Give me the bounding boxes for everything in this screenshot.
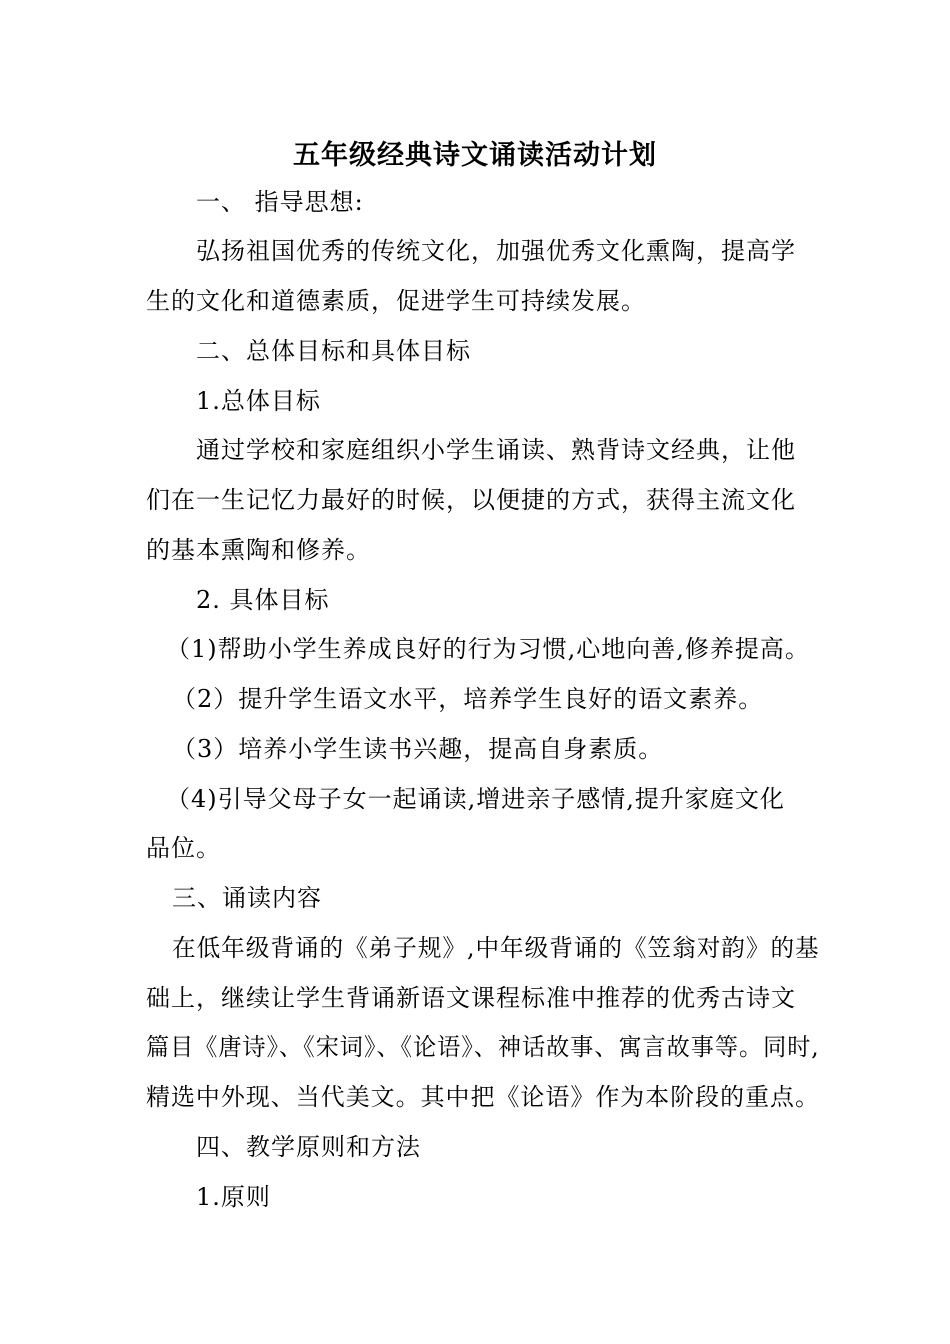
list-item: （2）提升学生语文水平，培养学生良好的语文素养。 xyxy=(172,685,764,713)
paragraph-line: 的基本熏陶和修养。 xyxy=(146,536,371,564)
subheading-specific-goals: 2. 具体目标 xyxy=(196,586,330,614)
document-title: 五年级经典诗文诵读活动计划 xyxy=(293,140,657,171)
paragraph-line: 们在一生记忆力最好的时候，以便捷的方式，获得主流文化 xyxy=(146,486,796,514)
paragraph-line: 品位。 xyxy=(146,834,221,862)
paragraph-line: 生的文化和道德素质，促进学生可持续发展。 xyxy=(146,287,646,315)
paragraph-line: 精选中外现、当代美文。其中把《论语》作为本阶段的重点。 xyxy=(146,1083,820,1111)
heading-reading-content: 三、诵读内容 xyxy=(172,884,322,912)
list-item: （3）培养小学生读书兴趣，提高自身素质。 xyxy=(172,735,664,763)
subheading-overall-goal: 1.总体目标 xyxy=(196,387,321,415)
heading-teaching-principles: 四、教学原则和方法 xyxy=(196,1133,421,1161)
paragraph-line: 弘扬祖国优秀的传统文化，加强优秀文化熏陶，提高学 xyxy=(196,237,796,265)
heading-goals: 二、总体目标和具体目标 xyxy=(196,337,471,365)
paragraph-line: 础上，继续让学生背诵新语文课程标准中推荐的优秀古诗文 xyxy=(146,984,796,1012)
list-item: （1)帮助小学生养成良好的行为习惯,心地向善,修养提高。 xyxy=(166,635,810,663)
paragraph-line: 通过学校和家庭组织小学生诵读、熟背诗文经典，让他 xyxy=(196,436,796,464)
list-item: （4)引导父母子女一起诵读,增进亲子感情,提升家庭文化 xyxy=(166,785,785,813)
paragraph-line: 篇目《唐诗》、《宋词》、《论语》、神话故事、寓言故事等。同时, xyxy=(146,1033,820,1061)
heading-guiding-ideology: 一、 指导思想: xyxy=(196,188,364,216)
subheading-principles: 1.原则 xyxy=(196,1183,271,1211)
paragraph-line: 在低年级背诵的《弟子规》,中年级背诵的《笠翁对韵》的基 xyxy=(172,934,820,962)
